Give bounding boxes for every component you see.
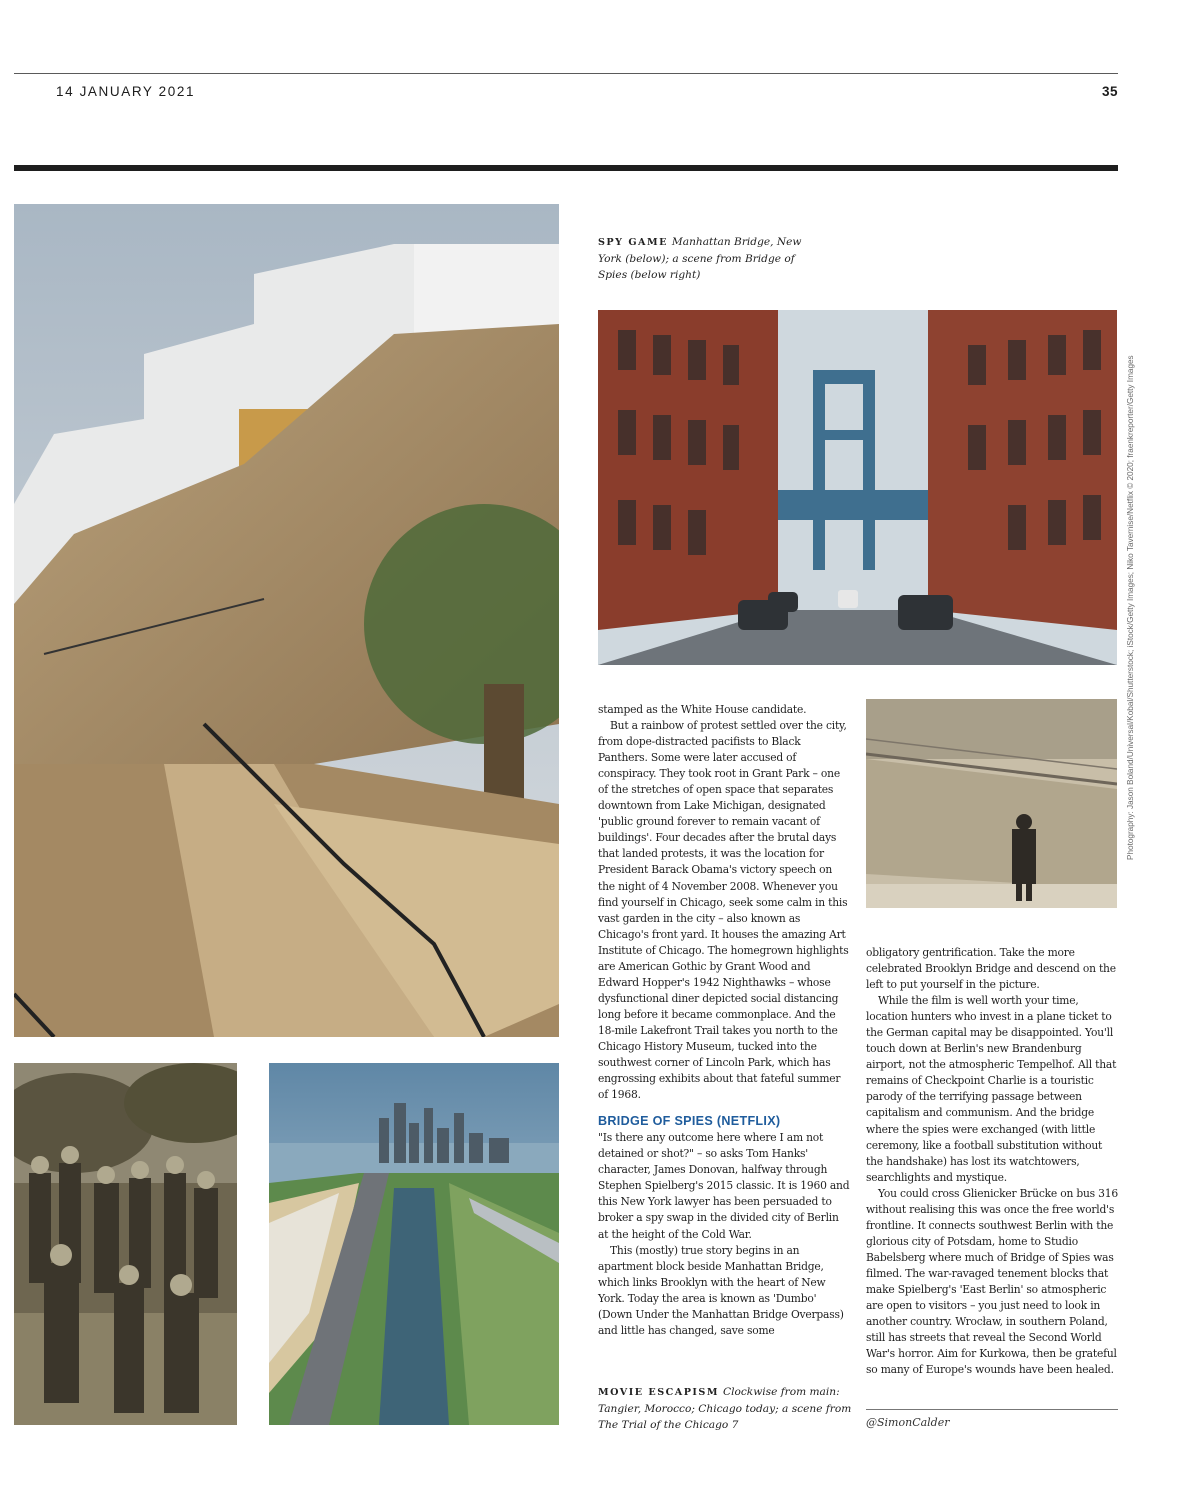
tangier-photo	[14, 204, 559, 1037]
bridge-of-spies-scene-photo	[866, 699, 1117, 908]
manhattan-bridge-photo	[598, 310, 1117, 665]
caption-text: Clockwise from main: Tangier, Morocco; Chicago today; a scene from The Trial of the Chicago 7	[598, 1386, 852, 1431]
spy-game-caption	[598, 234, 803, 283]
section-heading: BRIDGE OF SPIES (NETFLIX)	[598, 1114, 781, 1129]
header-rule	[14, 73, 1118, 74]
paragraph: obligatory gentrification. Take the more celebrated Brooklyn Bridge and descend on the left to put yourself in the picture.	[866, 946, 1116, 992]
article-column-1	[598, 702, 851, 1339]
page-number: 35	[1101, 84, 1118, 99]
paragraph: stamped as the White House candidate.	[598, 703, 807, 716]
caption-label: MOVIE ESCAPISM	[598, 1387, 719, 1398]
paragraph: But a rainbow of protest settled over the city, from dope-distracted pacifists to Black Panthers. Some were later accused of conspiracy. They took root in Grant Park – one of the stretches of open space that separates downtown from Lake Michigan, designated 'public ground forever to remain vacant of buildings'. Four decades after the brutal days that landed protests, it was the location for President Barack Obama's victory speech on the night of 4 November 2008. Whenever you find yourself in Chicago, seek some calm in this vast garden in the city – also known as Chicago's front yard. It houses the amazing Art Institute of Chicago. The homegrown highlights are American Gothic by Grant Wood and Edward Hopper's 1942 Nighthawks – whose dysfunctional diner depicted social distancing long before it became commonplace. And the 18-mile Lakefront Trail takes you north to the Chicago History Museum, tucked into the southwest corner of Lincoln Park, which has engrossing exhibits about that fateful summer of 1968.	[598, 719, 849, 1102]
chicago-today-photo	[269, 1063, 559, 1425]
caption-label: SPY GAME	[598, 237, 668, 248]
issue-date: 14 JANUARY 2021	[56, 84, 196, 99]
movie-escapism-caption	[598, 1384, 853, 1433]
chicago-7-scene-photo	[14, 1063, 237, 1425]
section-rule	[14, 165, 1118, 171]
photo-credit: Photography: Jason Boland/Universal/Kobal/Shutterstock; iStock/Getty Images; Niko Tavernise/Netflix © 2020; fraenkreporter/Getty Images	[1126, 355, 1135, 860]
paragraph: "Is there any outcome here where I am not detained or shot?" – so asks Tom Hanks' character, James Donovan, halfway through Stephen Spielberg's 2015 classic. It is 1960 and this New York lawyer has been persuaded to broker a spy swap in the divided city of Berlin at the height of the Cold War.	[598, 1131, 850, 1241]
byline-rule	[866, 1409, 1118, 1410]
paragraph: You could cross Glienicker Brücke on bus 316 without realising this was once the free world's frontline. It connects southwest Berlin with the glorious city of Potsdam, home to Studio Babelsberg where much of Bridge of Spies was filmed. The war-ravaged tenement blocks that make Spielberg's 'East Berlin' so atmospheric are open to visitors – you just need to look in another country. Wrocław, in southern Poland, still has streets that reveal the Second World War's horror. Aim for Kurkowa, then be grateful so many of Europe's wounds have been healed.	[866, 1186, 1118, 1377]
caption-text: Manhattan Bridge, New York (below); a scene from Bridge of Spies (below right)	[598, 236, 802, 281]
author-byline: @SimonCalder	[866, 1416, 950, 1429]
paragraph: While the film is well worth your time, location hunters who invest in a plane ticket to the German capital may be disappointed. You'll touch down at Berlin's new Brandenburg airport, not the atmospheric Tempelhof. All that remains of Checkpoint Charlie is a touristic parody of the terrifying passage between capitalism and communism. And the bridge where the spies were exchanged (with little ceremony, like a football substitution without the handshake) has lost its watchtowers, searchlights and mystique.	[866, 994, 1117, 1184]
article-column-2	[866, 945, 1118, 1378]
paragraph: This (mostly) true story begins in an apartment block beside Manhattan Bridge, which links Brooklyn with the heart of New York. Today the area is known as 'Dumbo' (Down Under the Manhattan Bridge Overpass) and little has changed, save some	[598, 1243, 844, 1337]
